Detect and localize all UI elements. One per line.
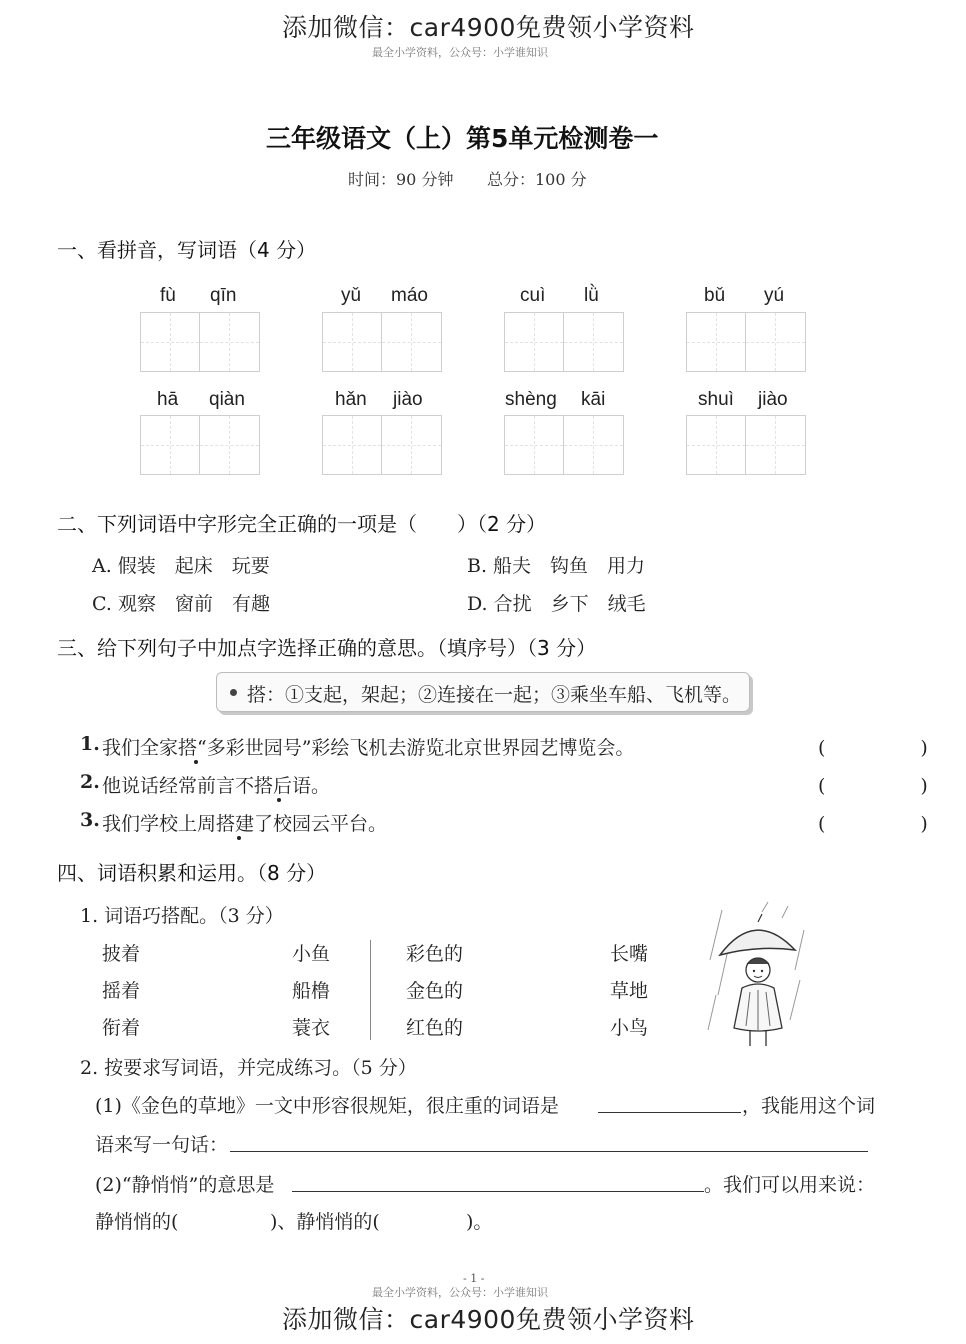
pinyin: shèng <box>505 389 557 410</box>
pinyin: hǎn <box>335 389 367 410</box>
pinyin: hā <box>157 389 179 410</box>
writing-box[interactable] <box>686 415 806 475</box>
pinyin: shuì <box>698 389 734 410</box>
pinyin: jiào <box>758 389 788 410</box>
pinyin: yǔ <box>341 285 362 306</box>
section3-heading: 三、给下列句子中加点字选择正确的意思。（填序号）（3 分） <box>57 636 597 660</box>
question-text: (1)《金色的草地》一文中形容很规矩，很庄重的词语是 <box>95 1095 559 1117</box>
header-small-text: 最全小学资料，公众号：小学谁知识 <box>372 46 548 59</box>
writing-box[interactable] <box>686 312 806 372</box>
answer-blank[interactable]: ( ) <box>818 813 966 835</box>
writing-box[interactable] <box>322 415 442 475</box>
match-word[interactable]: 披着 <box>102 943 141 965</box>
answer-blank[interactable]: ( ) <box>818 775 966 797</box>
writing-box[interactable] <box>504 415 624 475</box>
emphasis-dot <box>237 836 241 840</box>
writing-box[interactable] <box>140 415 260 475</box>
page-number: - 1 - <box>463 1272 485 1285</box>
answer-line[interactable] <box>230 1151 868 1152</box>
option-b[interactable]: B. 船夫 钩鱼 用力 <box>467 555 646 577</box>
match-word[interactable]: 长嘴 <box>610 943 649 965</box>
hint-text: 搭：①支起，架起；②连接在一起；③乘坐车船、飞机等。 <box>247 684 742 706</box>
writing-box[interactable] <box>140 312 260 372</box>
match-word[interactable]: 金色的 <box>406 980 464 1002</box>
match-word[interactable]: 小鱼 <box>292 943 331 965</box>
question-number: 3. <box>80 809 100 831</box>
answer-line[interactable] <box>292 1191 704 1192</box>
question-text: )。 <box>466 1211 493 1233</box>
writing-box[interactable] <box>504 312 624 372</box>
question-number: 1. <box>80 733 100 755</box>
pinyin: bǔ <box>704 285 726 306</box>
score-info: 总分：100 分 <box>487 170 587 189</box>
question-text: )、静悄悄的( <box>270 1211 380 1233</box>
match-word[interactable]: 衔着 <box>102 1017 141 1039</box>
question-text: 。我们可以用来说： <box>704 1174 876 1196</box>
match-word[interactable]: 摇着 <box>102 980 141 1002</box>
question-text: ，我能用这个词 <box>742 1095 876 1117</box>
answer-blank[interactable]: ( ) <box>818 737 966 759</box>
match-word[interactable]: 小鸟 <box>610 1017 649 1039</box>
pinyin: máo <box>391 285 428 306</box>
top-banner: 添加微信：car4900免费领小学资料 <box>282 13 695 42</box>
pinyin: lǜ <box>584 285 599 306</box>
pinyin: cuì <box>520 285 546 306</box>
section1-heading: 一、看拼音，写词语（4 分） <box>57 238 317 262</box>
match-word[interactable]: 红色的 <box>406 1017 464 1039</box>
option-d[interactable]: D. 合扰 乡下 绒毛 <box>467 593 646 615</box>
question-number: 2. <box>80 771 100 793</box>
question-text: 语来写一句话： <box>95 1134 229 1156</box>
match-word[interactable]: 彩色的 <box>406 943 464 965</box>
child-in-rain-illustration <box>700 900 810 1050</box>
emphasis-dot <box>194 760 198 764</box>
pinyin: jiào <box>393 389 423 410</box>
question-text: 我们学校上周搭建了校园云平台。 <box>102 813 388 835</box>
page-title: 三年级语文（上）第5单元检测卷一 <box>266 124 659 153</box>
match-word[interactable]: 草地 <box>610 980 649 1002</box>
pinyin: qiàn <box>209 389 245 410</box>
time-info: 时间：90 分钟 <box>348 170 454 189</box>
question-text: 我们全家搭“多彩世园号”彩绘飞机去游览北京世界园艺博览会。 <box>102 737 635 759</box>
bottom-banner: 添加微信：car4900免费领小学资料 <box>282 1305 695 1334</box>
sub-question-title: 2. 按要求写词语，并完成练习。（5 分） <box>80 1057 417 1079</box>
question-text: 静悄悄的( <box>95 1211 179 1233</box>
option-a[interactable]: A. 假装 起床 玩要 <box>92 555 270 577</box>
section2-heading: 二、下列词语中字形完全正确的一项是（ ）（2 分） <box>57 512 547 536</box>
pinyin: qīn <box>210 285 237 306</box>
pinyin: yú <box>764 285 785 306</box>
question-text: 他说话经常前言不搭后语。 <box>102 775 331 797</box>
pinyin: kāi <box>581 389 606 410</box>
pinyin: fù <box>160 285 176 306</box>
option-c[interactable]: C. 观察 窗前 有趣 <box>92 593 270 615</box>
bullet-icon <box>230 689 237 696</box>
emphasis-dot <box>277 798 281 802</box>
answer-line[interactable] <box>598 1112 741 1113</box>
match-word[interactable]: 蓑衣 <box>292 1017 331 1039</box>
section4-heading: 四、词语积累和运用。（8 分） <box>57 861 327 885</box>
question-text: (2)“静悄悄”的意思是 <box>95 1174 275 1196</box>
footer-small-text: 最全小学资料，公众号：小学谁知识 <box>372 1286 548 1299</box>
column-divider <box>370 940 371 1040</box>
match-word[interactable]: 船橹 <box>292 980 331 1002</box>
sub-question-title: 1. 词语巧搭配。（3 分） <box>80 905 284 927</box>
writing-box[interactable] <box>322 312 442 372</box>
